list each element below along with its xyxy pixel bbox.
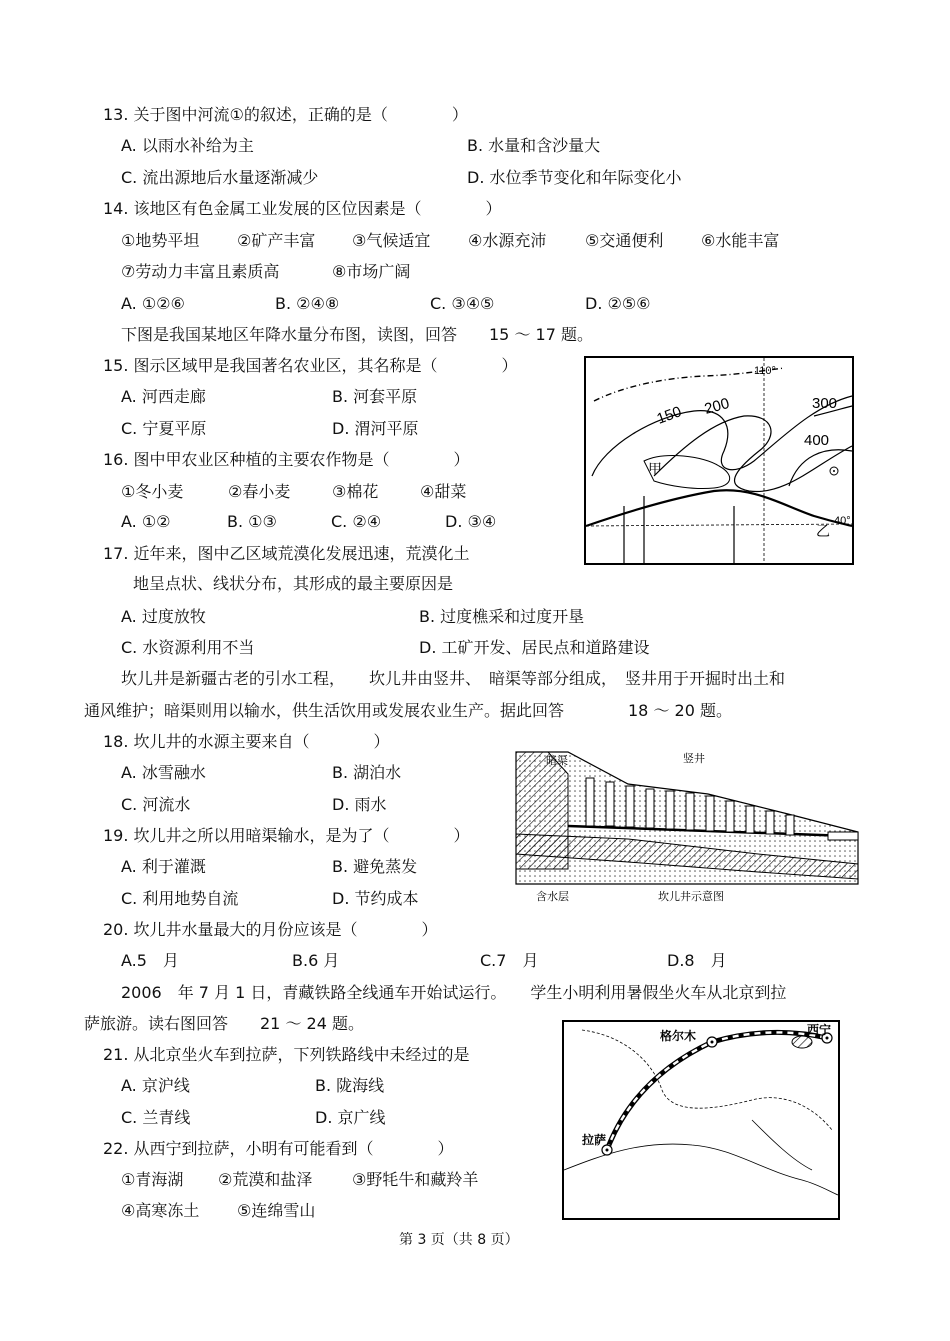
q17-option-c[interactable]: C. 水资源利用不当 bbox=[121, 638, 255, 657]
q13-option-b[interactable]: B. 水量和含沙量大 bbox=[467, 136, 601, 155]
q14-factor-5: ⑤交通便利 bbox=[585, 231, 664, 250]
city-geermu-dot bbox=[711, 1041, 714, 1044]
intro-21-24-line1: 2006 年 7 月 1 日，青藏铁路全线通车开始试运行。 学生小明利用暑假坐火车从北京到拉 bbox=[121, 983, 787, 1002]
city-marker-dot bbox=[833, 470, 835, 472]
q13-option-d[interactable]: D. 水位季节变化和年际变化小 bbox=[467, 168, 682, 187]
map-frame bbox=[563, 1021, 839, 1219]
q16-crop-1: ①冬小麦 bbox=[121, 482, 184, 501]
q17-option-d[interactable]: D. 工矿开发、居民点和道路建设 bbox=[419, 638, 650, 657]
q14-option-a[interactable]: A. ①②⑥ bbox=[121, 294, 185, 313]
q19-option-d[interactable]: D. 节约成本 bbox=[332, 889, 419, 908]
q21-stem: 21. 从北京坐火车到拉萨，下列铁路线中未经过的是 bbox=[103, 1045, 470, 1064]
label-anqu: 暗渠 bbox=[546, 754, 568, 767]
q14-factor-1: ①地势平坦 bbox=[121, 231, 200, 250]
label-40: 40° bbox=[834, 515, 851, 527]
label-yi: 乙 bbox=[816, 524, 830, 540]
q20-option-c[interactable]: C.7 月 bbox=[480, 951, 539, 970]
q16-option-d[interactable]: D. ③④ bbox=[445, 512, 497, 531]
q14-factor-3: ③气候适宜 bbox=[352, 231, 431, 250]
q14-option-b[interactable]: B. ②④⑧ bbox=[275, 294, 340, 313]
intro-18-20-line1: 坎儿井是新疆古老的引水工程， 坎儿井由竖井、 暗渠等部分组成， 竖井用于开掘时出土和 bbox=[121, 669, 786, 688]
q20-option-d[interactable]: D.8 月 bbox=[667, 951, 727, 970]
label-lasa: 拉萨 bbox=[582, 1133, 607, 1147]
q17-stem-cont: 地呈点状、线状分布，其形成的最主要原因是 bbox=[133, 574, 454, 593]
q15-option-d[interactable]: D. 渭河平原 bbox=[332, 419, 419, 438]
q19-option-c[interactable]: C. 利用地势自流 bbox=[121, 889, 239, 908]
q16-crop-3: ③棉花 bbox=[332, 482, 379, 501]
q19-option-a[interactable]: A. 利于灌溉 bbox=[121, 857, 206, 876]
label-xining: 西宁 bbox=[807, 1023, 832, 1037]
q15-stem: 15. 图示区域甲是我国著名农业区，其名称是（ ） bbox=[103, 356, 518, 375]
q22-sight-2: ②荒漠和盐泽 bbox=[218, 1170, 313, 1189]
q19-stem: 19. 坎儿井之所以用暗渠输水，是为了（ ） bbox=[103, 826, 470, 845]
q14-factor-6: ⑥水能丰富 bbox=[701, 231, 780, 250]
q20-stem: 20. 坎儿井水量最大的月份应该是（ ） bbox=[103, 920, 438, 939]
q14-factor-7: ⑦劳动力丰富且素质高 bbox=[121, 262, 280, 281]
label-shujing: 竖井 bbox=[683, 752, 705, 765]
q15-option-c[interactable]: C. 宁夏平原 bbox=[121, 419, 207, 438]
label-200: 200 bbox=[702, 394, 732, 418]
q15-option-b[interactable]: B. 河套平原 bbox=[332, 387, 418, 406]
label-400: 400 bbox=[804, 432, 830, 449]
outlet-pool bbox=[828, 832, 858, 840]
q22-sight-4: ④高寒冻土 bbox=[121, 1201, 200, 1220]
q16-crop-2: ②春小麦 bbox=[228, 482, 291, 501]
q16-option-a[interactable]: A. ①② bbox=[121, 512, 171, 531]
q14-stem: 14. 该地区有色金属工业发展的区位因素是（ ） bbox=[103, 199, 502, 218]
q17-option-a[interactable]: A. 过度放牧 bbox=[121, 607, 206, 626]
karez-diagram-svg bbox=[508, 744, 868, 906]
q22-sight-3: ③野牦牛和藏羚羊 bbox=[352, 1170, 479, 1189]
qinghai-lake bbox=[792, 1036, 812, 1048]
q18-option-a[interactable]: A. 冰雪融水 bbox=[121, 763, 206, 782]
label-hanshui: 含水层 bbox=[536, 890, 569, 903]
q18-option-b[interactable]: B. 湖泊水 bbox=[332, 763, 402, 782]
intro-21-24-line2: 萨旅游。读右图回答 21 ～ 24 题。 bbox=[84, 1014, 364, 1033]
q21-option-c[interactable]: C. 兰青线 bbox=[121, 1108, 191, 1127]
q17-stem: 17. 近年来，图中乙区域荒漠化发展迅速，荒漠化土 bbox=[103, 544, 470, 563]
karez-diagram bbox=[508, 744, 868, 906]
q13-stem: 13. 关于图中河流①的叙述，正确的是（ ） bbox=[103, 105, 468, 124]
railway-map bbox=[562, 1020, 840, 1220]
q15-option-a[interactable]: A. 河西走廊 bbox=[121, 387, 206, 406]
q16-option-b[interactable]: B. ①③ bbox=[227, 512, 277, 531]
q20-option-a[interactable]: A.5 月 bbox=[121, 951, 179, 970]
city-lasa-dot bbox=[606, 1149, 609, 1152]
precipitation-map bbox=[584, 356, 854, 565]
q21-option-b[interactable]: B. 陇海线 bbox=[315, 1076, 385, 1095]
q13-option-a[interactable]: A. 以雨水补给为主 bbox=[121, 136, 254, 155]
q18-option-c[interactable]: C. 河流水 bbox=[121, 795, 191, 814]
q16-crop-4: ④甜菜 bbox=[420, 482, 467, 501]
map-frame bbox=[585, 357, 853, 564]
q22-sight-5: ⑤连绵雪山 bbox=[237, 1201, 316, 1220]
q17-option-b[interactable]: B. 过度樵采和过度开垦 bbox=[419, 607, 585, 626]
q18-option-d[interactable]: D. 雨水 bbox=[332, 795, 387, 814]
page-footer: 第 3 页（共 8 页） bbox=[399, 1232, 519, 1248]
label-300: 300 bbox=[812, 395, 838, 412]
q14-factor-2: ②矿产丰富 bbox=[237, 231, 316, 250]
q16-stem: 16. 图中甲农业区种植的主要农作物是（ ） bbox=[103, 450, 470, 469]
intro-15-17: 下图是我国某地区年降水量分布图，读图，回答 15 ～ 17 题。 bbox=[121, 325, 593, 344]
q20-option-b[interactable]: B.6 月 bbox=[292, 951, 340, 970]
q14-factor-4: ④水源充沛 bbox=[468, 231, 547, 250]
q14-option-c[interactable]: C. ③④⑤ bbox=[430, 294, 495, 313]
q18-stem: 18. 坎儿井的水源主要来自（ ） bbox=[103, 732, 390, 751]
label-jia: 甲 bbox=[648, 462, 662, 478]
q21-option-d[interactable]: D. 京广线 bbox=[315, 1108, 386, 1127]
figure-caption: 坎儿井示意图 bbox=[658, 890, 724, 903]
q21-option-a[interactable]: A. 京沪线 bbox=[121, 1076, 190, 1095]
label-110: 110° bbox=[754, 365, 776, 377]
q14-factor-8: ⑧市场广阔 bbox=[332, 262, 411, 281]
q14-option-d[interactable]: D. ②⑤⑥ bbox=[585, 294, 651, 313]
precipitation-map-svg bbox=[584, 356, 854, 565]
label-150: 150 bbox=[654, 403, 684, 428]
intro-18-20-line2: 通风维护；暗渠则用以输水，供生活饮用或发展农业生产。据此回答 18 ～ 20 题。 bbox=[84, 701, 732, 720]
q22-sight-1: ①青海湖 bbox=[121, 1170, 184, 1189]
q22-stem: 22. 从西宁到拉萨，小明有可能看到（ ） bbox=[103, 1139, 454, 1158]
q13-option-c[interactable]: C. 流出源地后水量逐渐减少 bbox=[121, 168, 319, 187]
q16-option-c[interactable]: C. ②④ bbox=[331, 512, 382, 531]
railway-map-svg bbox=[562, 1020, 840, 1220]
label-geermu: 格尔木 bbox=[660, 1029, 697, 1043]
q19-option-b[interactable]: B. 避免蒸发 bbox=[332, 857, 418, 876]
